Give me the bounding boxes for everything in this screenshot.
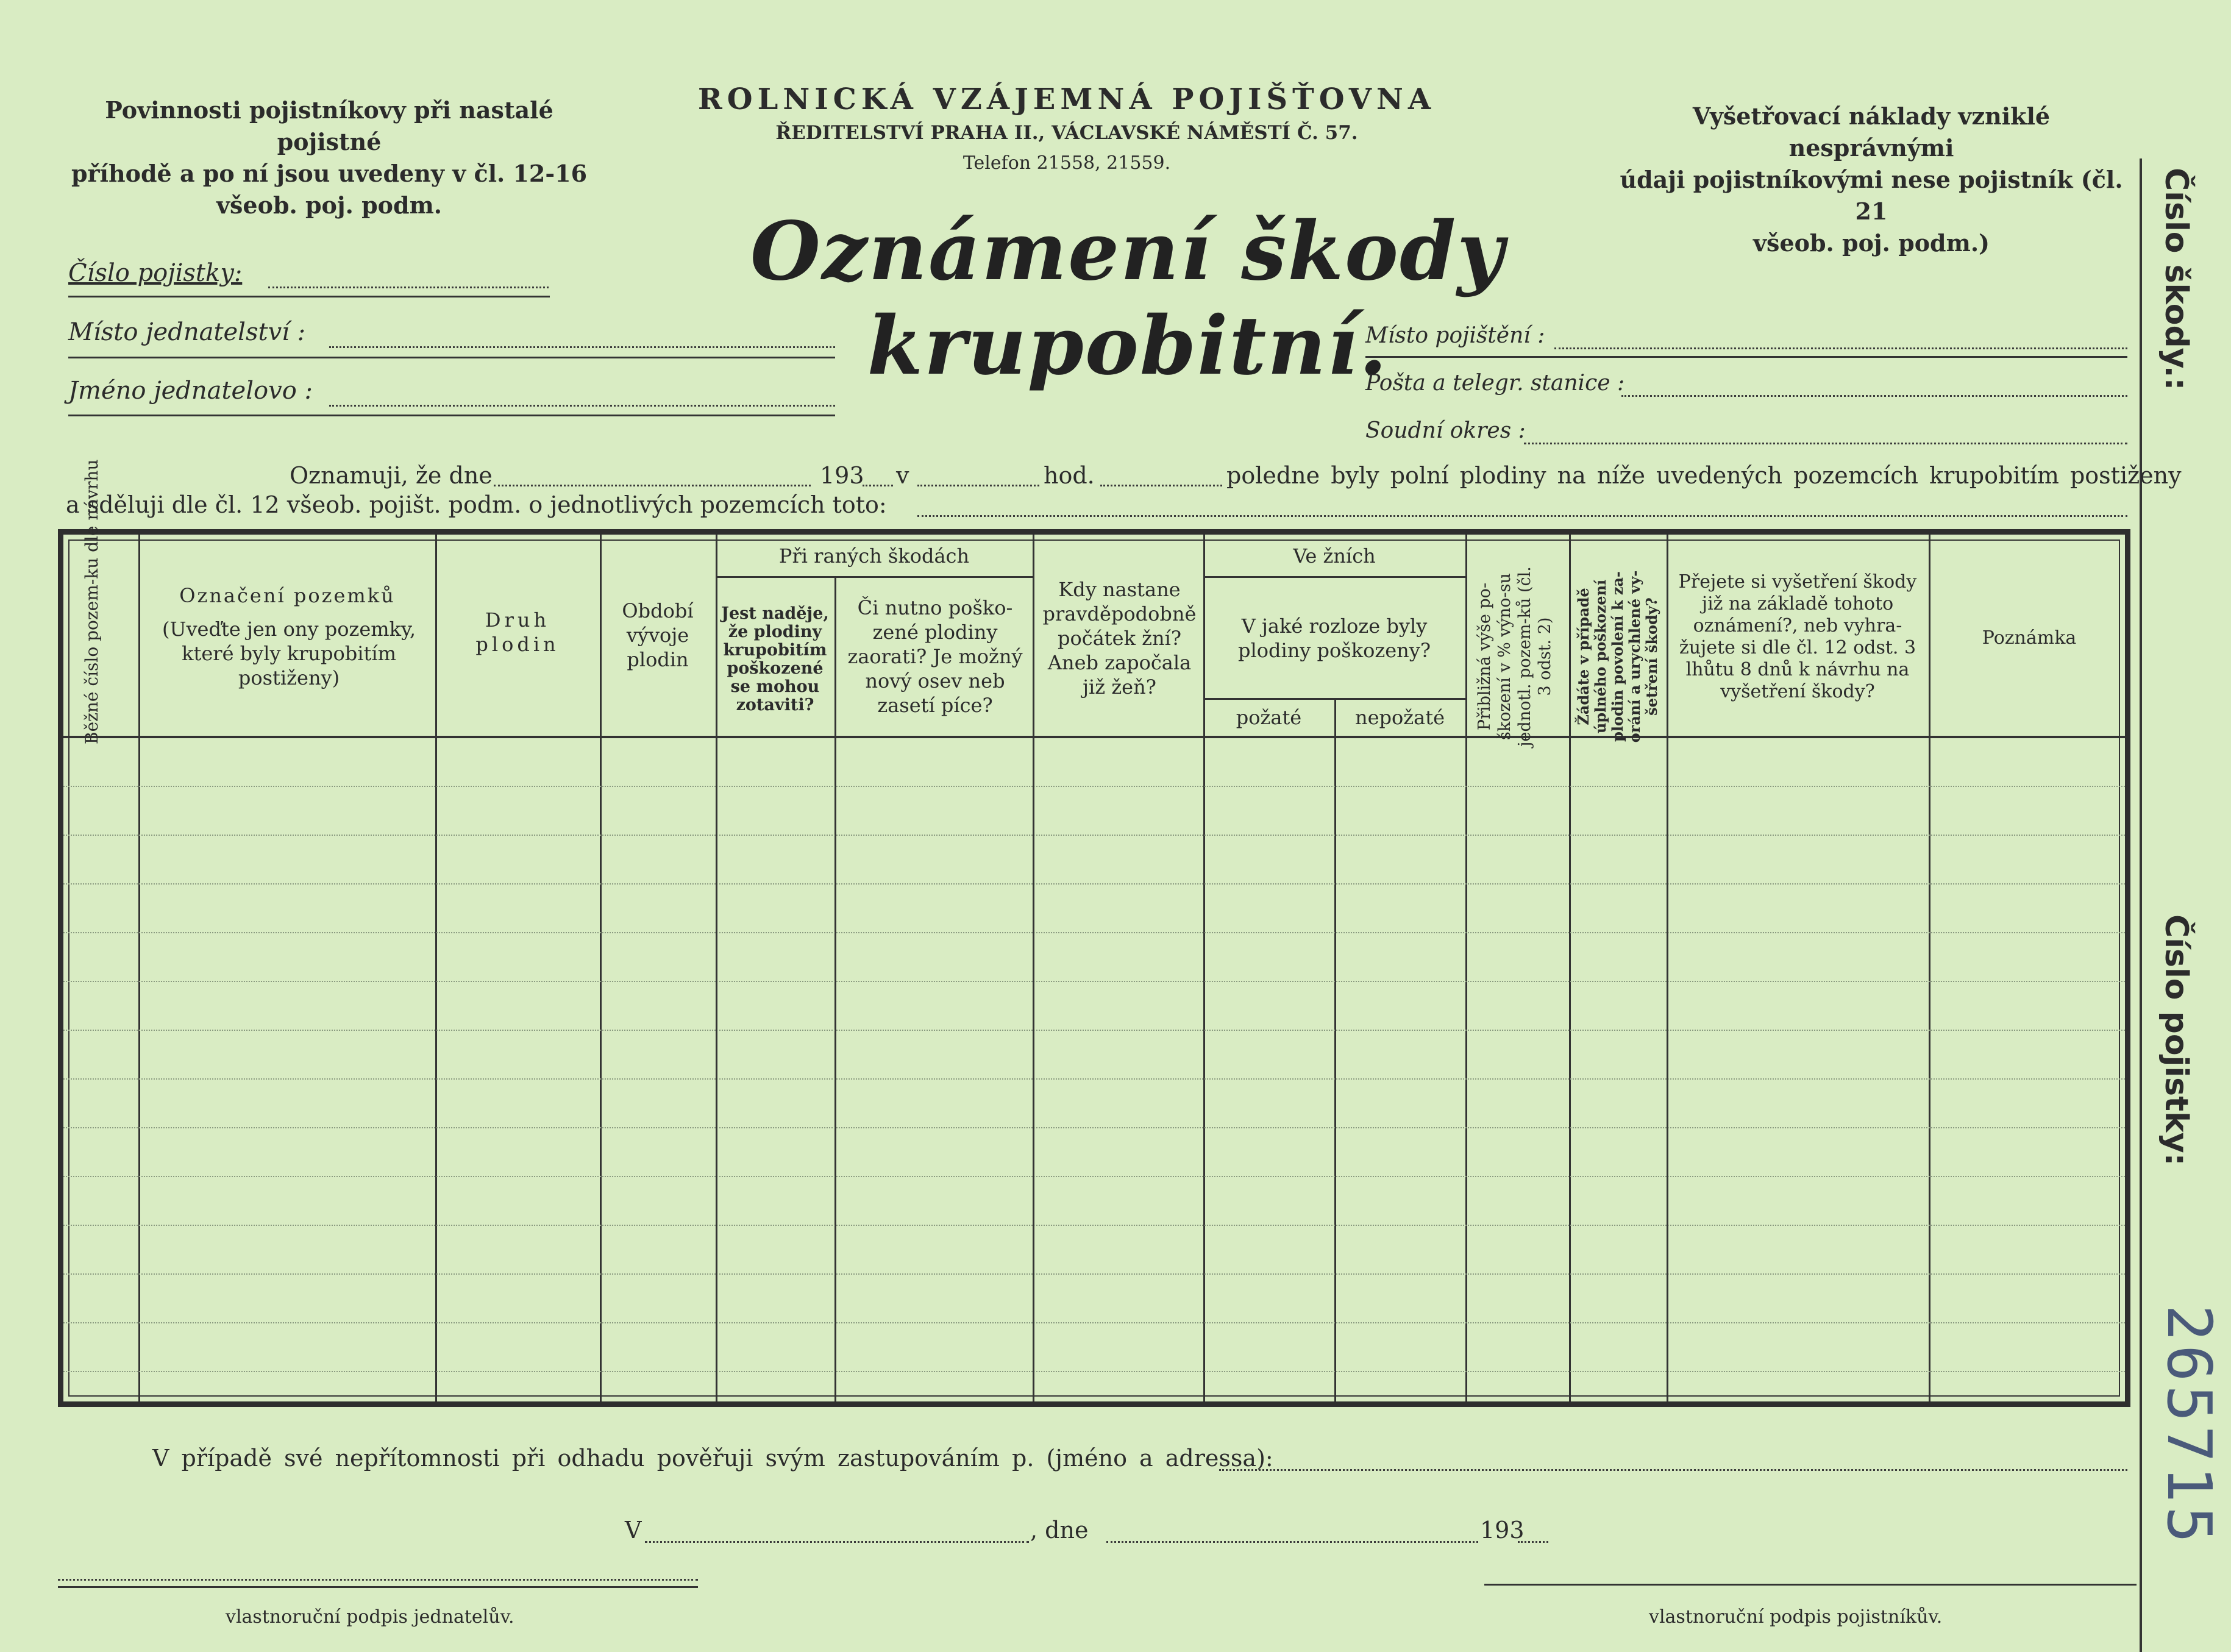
column-divider xyxy=(1033,535,1034,1401)
holder-signature-line[interactable] xyxy=(1484,1584,2137,1586)
table-row[interactable] xyxy=(63,883,2125,885)
costs-note-line: Vyšetřovací náklady vzniklé nesprávnými xyxy=(1692,102,2051,162)
obligations-note xyxy=(67,94,591,221)
col-ploughing-request-header: Žádáte v případě úplného poškození plodin povolení k za-orání a urychlené vy-šetření škody? xyxy=(1575,570,1660,743)
form-title: Oznámení škody krupobitní. xyxy=(750,204,1505,393)
date-field[interactable] xyxy=(1106,1541,1478,1543)
column-divider xyxy=(716,535,717,1401)
place-field[interactable] xyxy=(645,1541,1029,1543)
statement-hour-field[interactable] xyxy=(1100,485,1222,486)
col-row-number-header: Běžné číslo pozem-ku dle návrhu xyxy=(82,459,102,744)
col-harvest-start-header: Kdy nastane pravděpodobně počátek žní? Aneb započala již žeň? xyxy=(1042,578,1197,699)
table-row[interactable] xyxy=(63,981,2125,982)
post-station-field[interactable] xyxy=(1621,395,2127,397)
policy-number-label: Číslo pojistky: xyxy=(68,259,243,287)
header-bottom-rule xyxy=(63,736,2125,738)
post-station-label: Pošta a telegr. stanice : xyxy=(1365,371,1625,396)
column-divider xyxy=(1203,535,1205,1401)
representative-text: V případě své nepřítomnosti při odhadu pověřuji svým zastupováním p. (jméno a adressa): xyxy=(152,1445,1273,1472)
column-divider xyxy=(435,535,437,1401)
col-replough-header: Či nutno poško-zené plodiny zaorati? Je možný nový osev neb zasetí píce? xyxy=(847,596,1023,717)
col-damage-percent-header: Přibližná výše po-škození v % výno-su jednotl. pozem-ků (čl. 3 odst. 2) xyxy=(1475,566,1554,747)
agent-name-label: Jméno jednatelovo : xyxy=(68,377,313,405)
statement-text-start: Oznamuji, že dne xyxy=(290,462,493,489)
statement-continuation-field[interactable] xyxy=(917,515,2127,517)
table-row[interactable] xyxy=(63,786,2125,787)
statement-text-end: poledne byly polní plodiny na níže uvedených pozemcích krupobitím postiženy xyxy=(1226,462,2182,489)
company-phone: Telefon 21558, 21559. xyxy=(962,152,1171,174)
table-row[interactable] xyxy=(63,1273,2125,1275)
column-divider xyxy=(138,535,140,1401)
table-row[interactable] xyxy=(63,1078,2125,1080)
table-row[interactable] xyxy=(63,932,2125,933)
column-divider xyxy=(1929,535,1930,1401)
statement-year: 193 xyxy=(820,462,864,489)
district-label: Soudní okres : xyxy=(1365,418,1526,443)
agent-name-field[interactable] xyxy=(329,405,835,407)
early-damage-header: Při raných škodách xyxy=(778,544,970,568)
district-field[interactable] xyxy=(1524,443,2127,444)
agent-name-underline xyxy=(68,415,835,416)
insurance-place-underline xyxy=(1365,356,2127,358)
damage-number-label: Číslo škody.: xyxy=(2158,168,2194,391)
margin-policy-number-label: Číslo pojistky: xyxy=(2158,914,2194,1166)
insurance-place-field[interactable] xyxy=(1554,347,2127,349)
obligations-note-line: Povinnosti pojistníkovy při nastalé pojistné xyxy=(105,96,553,155)
statement-v: v xyxy=(896,462,909,489)
company-address: ŘEDITELSTVÍ PRAHA II., VÁCLAVSKÉ NÁMĚSTÍ Č. 57. xyxy=(775,122,1358,144)
policy-number-underline xyxy=(68,296,550,297)
footer-year-field[interactable] xyxy=(1518,1541,1548,1543)
obligations-note-line: příhodě a po ní jsou uvedeny v čl. 12-16 xyxy=(71,160,588,187)
column-divider xyxy=(1465,535,1467,1401)
harvest-header: Ve žních xyxy=(1293,544,1376,568)
holder-signature-label: vlastnoruční podpis pojistníkův. xyxy=(1649,1606,1943,1628)
table-row[interactable] xyxy=(63,1176,2125,1177)
stamped-number: 265715 xyxy=(2154,1305,2225,1547)
column-divider xyxy=(1667,535,1668,1401)
policy-number-field[interactable] xyxy=(268,287,549,288)
table-row[interactable] xyxy=(63,1225,2125,1226)
col-reaped-header: požaté xyxy=(1236,706,1302,729)
column-divider xyxy=(834,577,836,1401)
statement-place-field[interactable] xyxy=(917,485,1039,486)
costs-note-line: údaji pojistníkovými nese pojistník (čl. 21 xyxy=(1620,166,2123,225)
costs-note-line: všeob. poj. podm.) xyxy=(1752,229,1990,257)
column-divider xyxy=(600,535,602,1401)
col-crop-type-header: Druh plodin xyxy=(475,608,560,656)
column-divider xyxy=(1334,699,1336,1401)
table-row[interactable] xyxy=(63,835,2125,836)
col-parcel-title: Označení pozemků xyxy=(179,584,396,607)
agent-signature-label: vlastnoruční podpis jednatelův. xyxy=(226,1606,514,1628)
col-inspection-request-header: Přejete si vyšetření škody již na základě tohoto oznámení?, neb vyhra-žujete si dle čl. 12 odst. 3 lhůtu 8 dnů k návrhu na vyšetření škody? xyxy=(1678,571,1917,702)
company-name: ROLNICKÁ VZÁJEMNÁ POJIŠŤOVNA xyxy=(697,82,1436,116)
place-prefix: V xyxy=(625,1517,642,1543)
header-rule xyxy=(1203,698,1465,700)
obligations-note-line: všeob. poj. podm. xyxy=(216,191,443,219)
insurance-place-label: Místo pojištění : xyxy=(1365,323,1545,348)
table-row[interactable] xyxy=(63,1127,2125,1128)
agency-place-label: Místo jednatelství : xyxy=(68,318,306,346)
agent-signature-line[interactable] xyxy=(58,1579,698,1581)
agency-place-field[interactable] xyxy=(329,346,835,348)
column-divider xyxy=(1569,535,1571,1401)
representative-field[interactable] xyxy=(1219,1469,2127,1471)
statement-date-field[interactable] xyxy=(494,485,811,486)
agency-place-underline xyxy=(68,357,835,358)
statement-year-field[interactable] xyxy=(863,485,893,486)
harvest-area-header: V jaké rozloze byly plodiny poškozeny? xyxy=(1237,614,1431,662)
footer-year: 193 xyxy=(1480,1517,1525,1543)
margin-rule xyxy=(2140,158,2142,1652)
col-note-header: Poznámka xyxy=(1982,627,2077,649)
agent-signature-underline xyxy=(58,1586,698,1588)
date-prefix: , dne xyxy=(1030,1517,1089,1543)
statement-line-two: a sděluji dle čl. 12 všeob. pojišt. podm. o jednotlivých pozemcích toto: xyxy=(66,491,887,518)
col-growth-stage-header: Období vývoje plodin xyxy=(622,599,694,671)
table-row[interactable] xyxy=(63,1322,2125,1323)
table-row[interactable] xyxy=(63,1371,2125,1372)
header-rule xyxy=(716,576,1033,578)
col-parcel-subtitle: (Uveďte jen ony pozemky, které byly krupobitím postiženy) xyxy=(162,618,416,689)
table-row[interactable] xyxy=(63,1030,2125,1031)
col-recovery-header: Jest naděje, že plodiny krupobitím poškozené se mohou zotaviti? xyxy=(721,604,829,714)
col-unreaped-header: nepožaté xyxy=(1354,706,1445,729)
statement-hod: hod. xyxy=(1044,462,1095,489)
header-rule xyxy=(1203,576,1465,578)
